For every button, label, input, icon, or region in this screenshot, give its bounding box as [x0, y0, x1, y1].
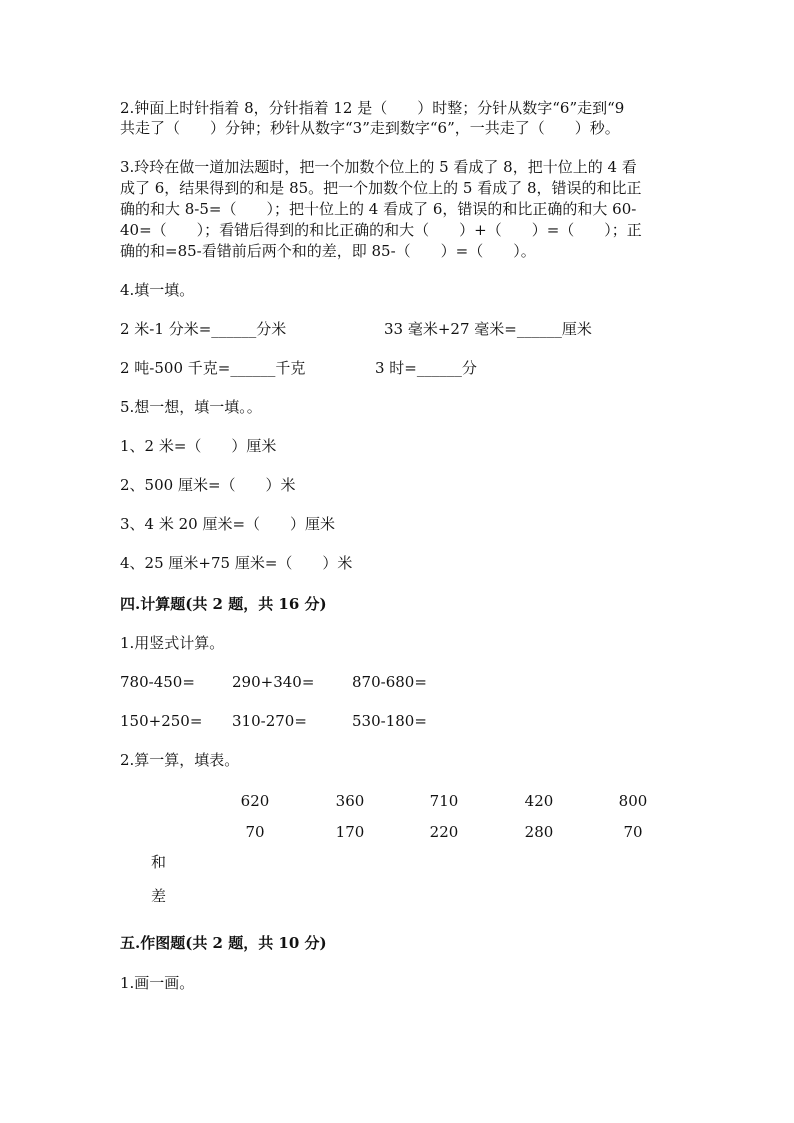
table-r2-c4: 280 — [524, 823, 554, 841]
q4-item1: 2 米-1 分米=______分米 — [120, 320, 287, 338]
q3-line4: 40=（ ）；看错后得到的和比正确的和大（ ）+（ ）=（ ）；正 — [120, 221, 642, 239]
calc-r2-c1: 150+250= — [120, 712, 203, 730]
calc-r1-c1: 780-450= — [120, 673, 195, 691]
table-r1-c5: 800 — [618, 792, 648, 810]
calc-r2-c3: 530-180= — [352, 712, 427, 730]
table-r1-c2: 360 — [335, 792, 365, 810]
table-r2-c2: 170 — [335, 823, 365, 841]
table-r1-c4: 420 — [524, 792, 554, 810]
q5-item2: 2、500 厘米=（ ）米 — [120, 476, 296, 494]
q5-item4: 4、25 厘米+75 厘米=（ ）米 — [120, 554, 353, 572]
q3-line2: 成了 6，结果得到的和是 85。把一个加数个位上的 5 看成了 8，错误的和比正 — [120, 179, 642, 197]
table-r1-c1: 620 — [240, 792, 270, 810]
table-label-sum: 和 — [151, 853, 167, 871]
calc-r2-c2: 310-270= — [232, 712, 307, 730]
q5-item3: 3、4 米 20 厘米=（ ）厘米 — [120, 515, 336, 533]
q3-line1: 3.玲玲在做一道加法题时，把一个加数个位上的 5 看成了 8，把十位上的 4 看 — [120, 158, 637, 176]
calc-r1-c3: 870-680= — [352, 673, 427, 691]
q5-item1: 1、2 米=（ ）厘米 — [120, 437, 277, 455]
s5-q1-title: 1.画一画。 — [120, 974, 195, 992]
q4-item2: 33 毫米+27 毫米=______厘米 — [384, 320, 592, 338]
table-r2-c5: 70 — [623, 823, 643, 841]
s4-q1-title: 1.用竖式计算。 — [120, 634, 225, 652]
table-r1-c3: 710 — [429, 792, 459, 810]
calc-r1-c2: 290+340= — [232, 673, 315, 691]
section4-title: 四.计算题(共 2 题，共 16 分) — [120, 595, 327, 613]
section5-title: 五.作图题(共 2 题，共 10 分) — [120, 934, 327, 952]
q4-item3: 2 吨-500 千克=______千克 — [120, 359, 306, 377]
q5-title: 5.想一想，填一填。。 — [120, 398, 262, 416]
table-r2-c1: 70 — [245, 823, 265, 841]
table-r2-c3: 220 — [429, 823, 459, 841]
q3-line5: 确的和=85-看错前后两个和的差，即 85-（ ）=（ ）。 — [120, 242, 536, 260]
q2-line2: 共走了（ ）分钟；秒针从数字“3”走到数字“6”，一共走了（ ）秒。 — [120, 119, 620, 137]
table-label-diff: 差 — [151, 887, 167, 905]
q4-title: 4.填一填。 — [120, 281, 195, 299]
q4-item4: 3 时=______分 — [375, 359, 477, 377]
s4-q2-title: 2.算一算，填表。 — [120, 751, 240, 769]
q3-line3: 确的和大 8-5=（ ）；把十位上的 4 看成了 6，错误的和比正确的和大 60- — [120, 200, 637, 218]
q2-line1: 2.钟面上时针指着 8，分针指着 12 是（ ）时整；分针从数字“6”走到“9 — [120, 99, 625, 117]
